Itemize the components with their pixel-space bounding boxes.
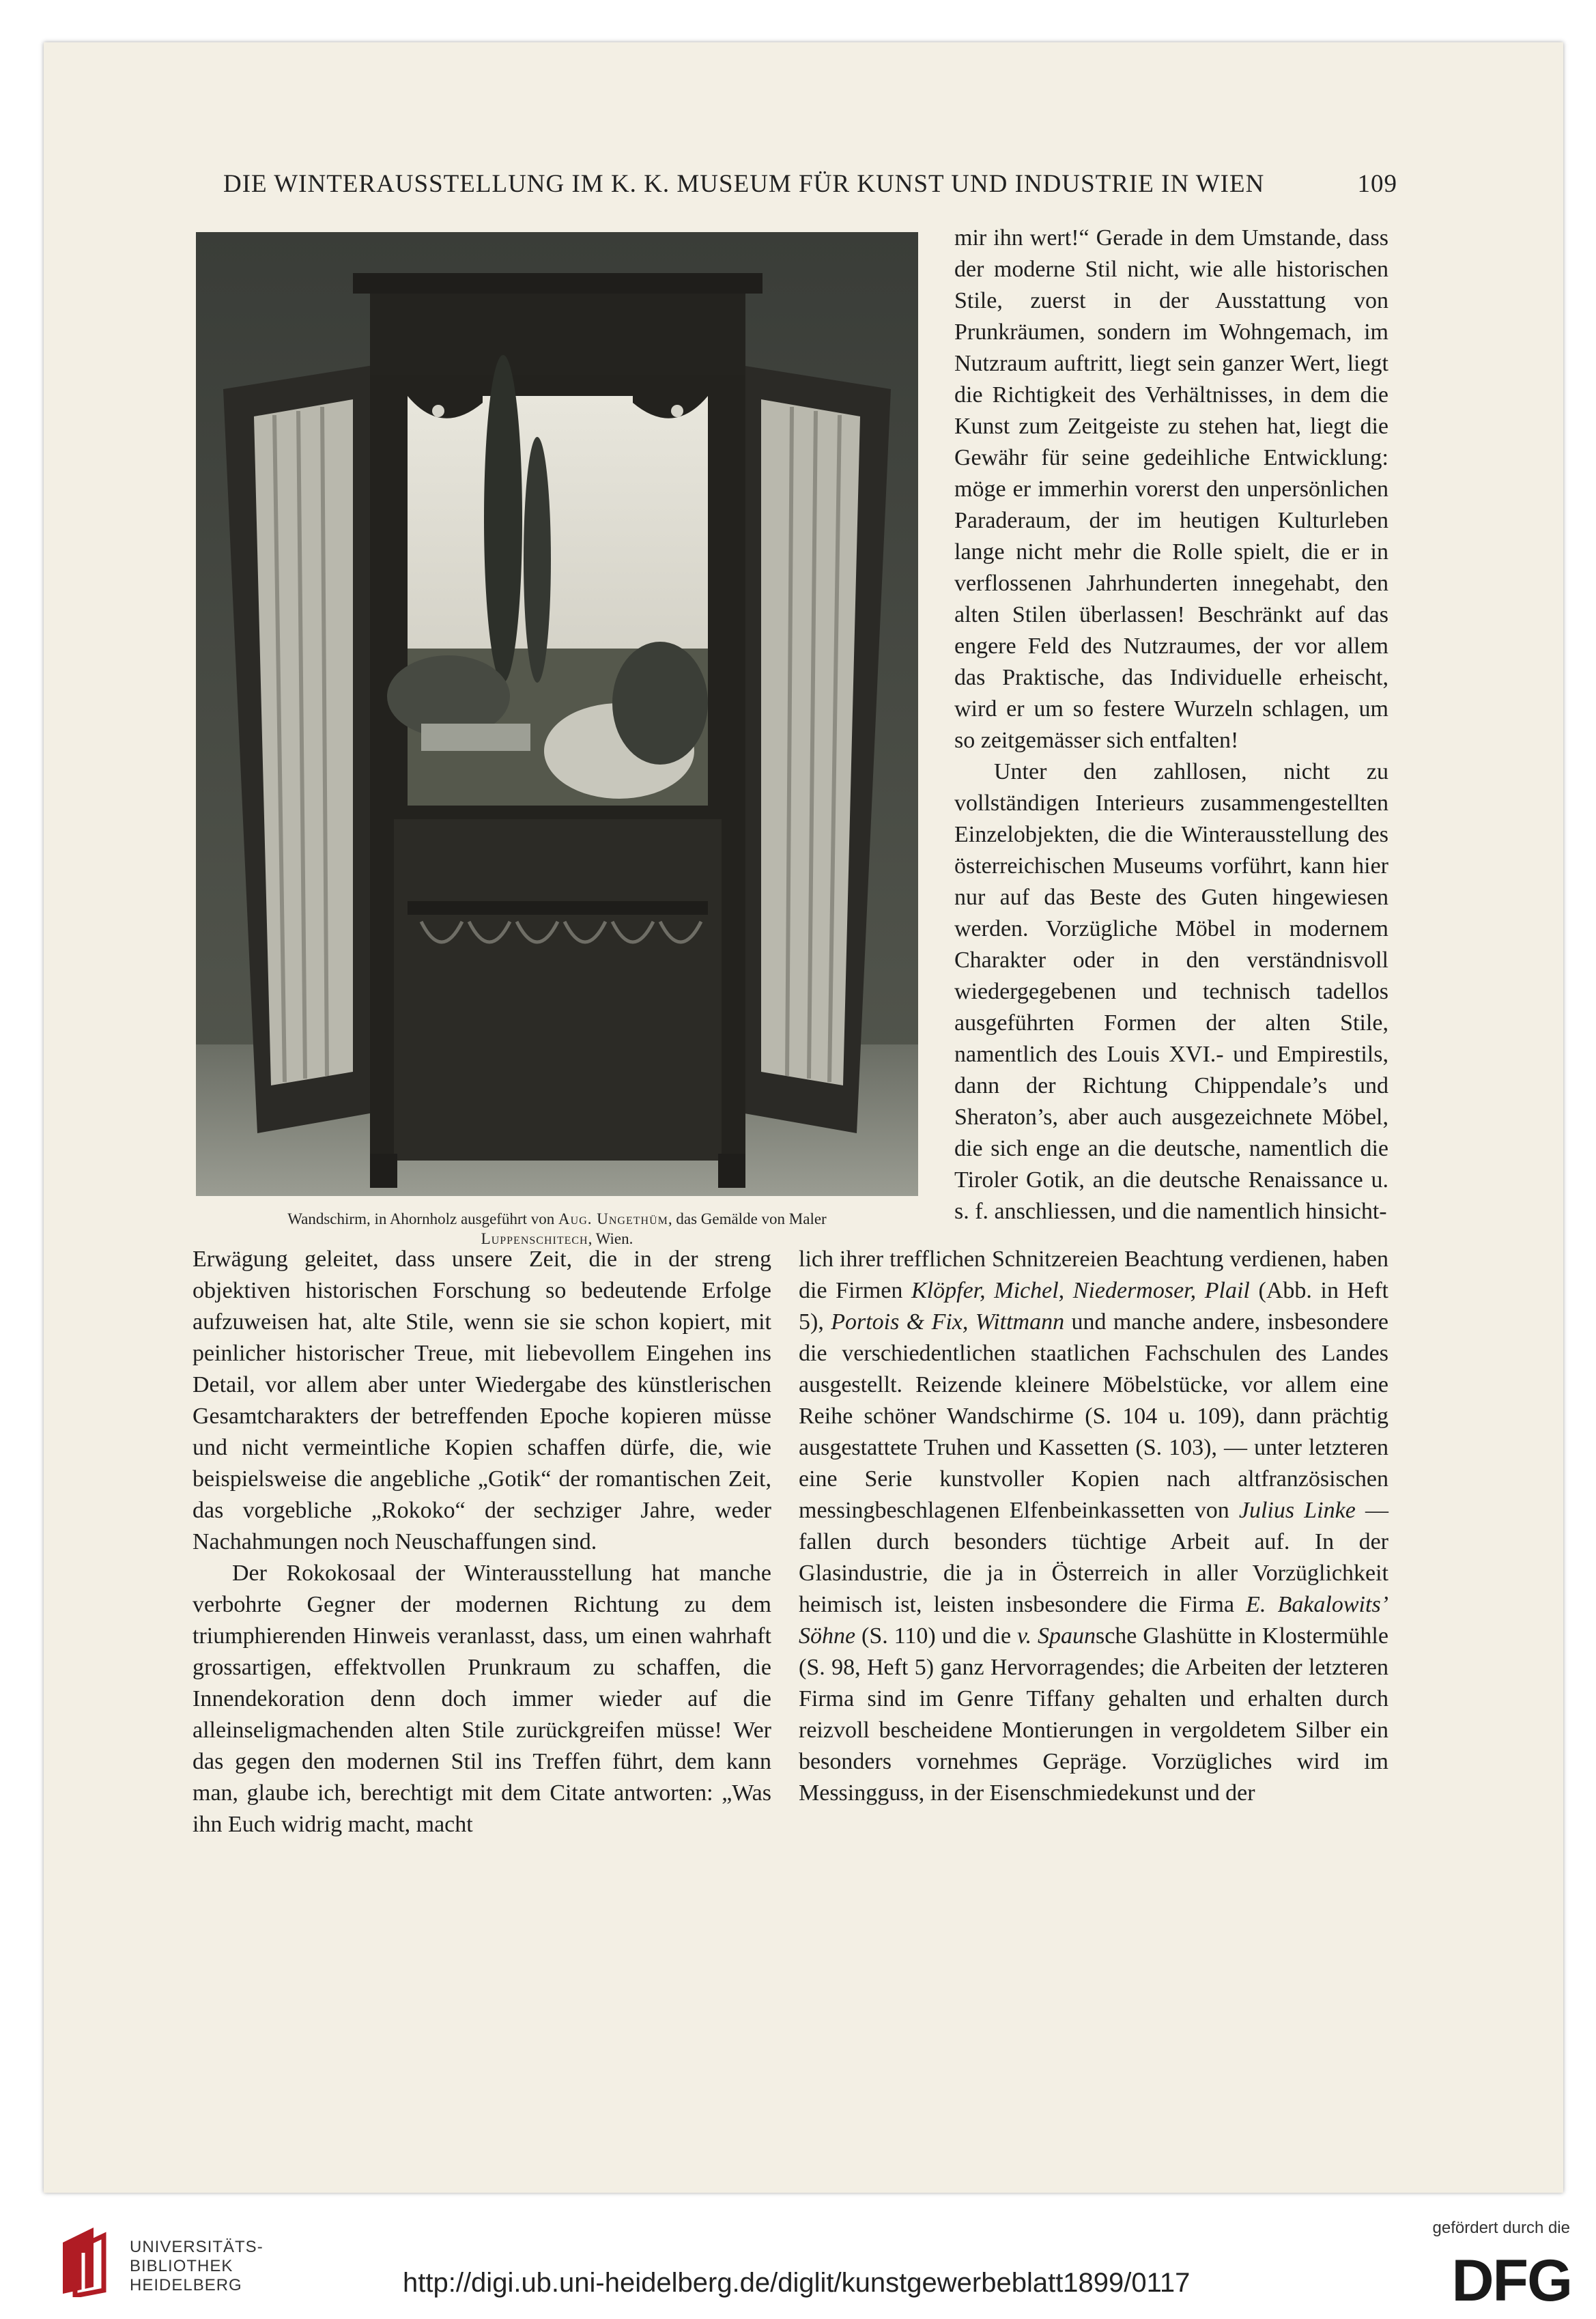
text-run: (S. 110) und die [855,1623,1017,1649]
paragraph: Erwägung geleitet, dass unsere Zeit, die in der streng objektiven historischen Forschung so bedeutende Erfolge aufzuweisen hat, alte Stile, wenn sie sie schon kopiert, mit peinlicher historischer Treue, mit liebevollem Eingehen ins Detail, vor allem aber unter Wiedergabe des künstlerischen Gesamtcharakters der betreffenden Epoche kopieren müsse und nicht vermeintliche Kopien schaffen dürfe, die, wie beispielsweise die angebliche „Gotik“ der romantischen Zeit, das vorgebliche „Rokoko“ der sechziger Jahre, weder Nachahmungen noch Neuschaffungen sind. [193,1247,771,1554]
text-run: sche Glashütte in Klostermühle (S. 98, Heft 5) ganz Hervorragendes; die Arbeiten der letzteren Firma sind im Genre Tiffany gehalten und erhalten durch reizvoll bescheidene Montierungen in vergoldetem Silber ein besonders vornehmes Gepräge. Vorzügliches wird im Messingguss, in der Eisenschmiedekunst und der [799,1623,1388,1806]
firm-name: E. Bakalowits’ Söhne [799,1592,1388,1649]
caption-text-2: , das Gemälde von Maler [668,1210,827,1227]
text-run: lich ihrer trefflichen Schnitzereien Beachtung verdienen, haben die Firmen [799,1247,1388,1303]
library-name-line: BIBLIOTHEK [130,2257,233,2275]
library-name-line: HEIDELBERG [130,2276,242,2294]
firm-name: v. Spaun [1017,1623,1096,1649]
text-run: und manche andere, insbesondere die verschiedentlichen staatlichen Fachschulen des Landes ausgestellt. Reizende kleinere Möbelstücke, vor allem eine Reihe schöner Wandschirme (S. 104 u. 109), dann prächtig ausgestattete Truhen und Kassetten (S. 103), — unter letzteren eine Serie kunstvoller Kopien nach altfranzösischen messingbeschlagenen Elfenbeinkassetten von [799,1309,1388,1523]
column-left [193,1244,771,1840]
column-top-right [954,223,1388,1227]
firm-name: Julius Linke [1238,1498,1356,1523]
figure-photograph [196,232,918,1196]
paragraph: mir ihn wert!“ Gerade in dem Umstande, dass der moderne Stil nicht, wie alle historischen Stile, zuerst in der Ausstattung von Prunkräumen, sondern im Wohngemach, im Nutzraum auftritt, liegt sein ganzer Wert, liegt die Richtigkeit des Verhältnisses, in dem die Kunst zum Zeitgeiste zu stehen hat, liegt die Gewähr für seine gedeihliche Entwicklung: möge er immerhin vorerst den unpersönlichen Paraderaum, der im heutigen Kulturleben lange nicht mehr die Rolle spielt, die er in verflossenen Jahrhunderten innegehabt, den alten Stilen überlassen! Beschränkt auf das engere Feld des Nutzraumes, der vor allem das Praktische, das Individuelle erheischt, wird er um so festere Wurzeln schlagen, um so zeitgemässer sich entfalten! [954,225,1388,753]
firm-names: Portois & Fix, Wittmann [831,1309,1065,1335]
paragraph [799,1244,1388,1809]
caption-maker-name: Aug. Ungethüm [558,1210,668,1227]
library-logo-icon [56,2222,117,2297]
text-run: — fallen durch besonders tüchtige Arbeit auf. In der Glasindustrie, die ja in Österreich in aller Vorzüglichkeit heimisch ist, leisten insbesondere die Firma [799,1498,1388,1617]
folding-screen-illustration [196,232,918,1196]
figure-caption [196,1209,918,1249]
permalink-url[interactable]: http://digi.ub.uni-heidelberg.de/diglit/kunstgewerbeblatt1899/0117 [403,2268,1191,2298]
library-name-line: UNIVERSITÄTS- [130,2238,263,2256]
firm-names: Klöpfer, Michel, Niedermoser, Plail [911,1278,1250,1303]
running-head-title: DIE WINTERAUSSTELLUNG IM K. K. MUSEUM FÜR KUNST UND INDUSTRIE IN WIEN [223,170,1265,198]
dfg-logo: DFG [1451,2248,1571,2314]
paragraph: Der Rokokosaal der Winterausstellung hat manche verbohrte Gegner der modernen Richtung zu dem triumphierenden Hinweis veranlasst, dass, um einen wahrhaft grossartigen, effektvollen Prunkraum zu schaffen, die Innendekoration denn doch immer wieder auf die alleinseligmachenden alten Stile zurückgreifen müsse! Wer das gegen den modernen Stil ins Treffen führt, dem kann man, glaube ich, berechtigt mit dem Citate antworten: „Was ihn Euch widrig macht, macht [193,1561,771,1837]
caption-text-1: Wandschirm, in Ahornholz ausgeführt von [287,1210,555,1227]
running-head [223,169,1397,210]
caption-painter-name: Luppenschitech [481,1230,588,1247]
library-name [130,2238,263,2295]
funding-note: gefördert durch die [1432,2219,1570,2237]
caption-text-3: , Wien. [588,1230,633,1247]
page-number: 109 [1357,170,1397,198]
column-right [799,1244,1388,1809]
text-run: (Abb. in Heft 5), [799,1278,1388,1335]
paragraph: Unter den zahllosen, nicht zu vollständigen Interieurs zusammengestellten Einzelobjekten, die die Winterausstellung des österreichischen Museums vorführt, kann hier nur auf das Beste des Guten hingewiesen werden. Vorzügliche Möbel in modernem Charakter oder in den verständnisvoll wiedergegebenen und technisch tadellos ausgeführten Formen der alten Stile, namentlich des Louis XVI.- und Empirestils, dann der Richtung Chippendale’s und Sheraton’s, aber auch ausgezeichnete Möbel, die sich enge an die deutsche, namentlich die Tiroler Gotik, an die deutsche Renaissance u. s. f. anschliessen, und die namentlich hinsicht- [954,759,1388,1224]
